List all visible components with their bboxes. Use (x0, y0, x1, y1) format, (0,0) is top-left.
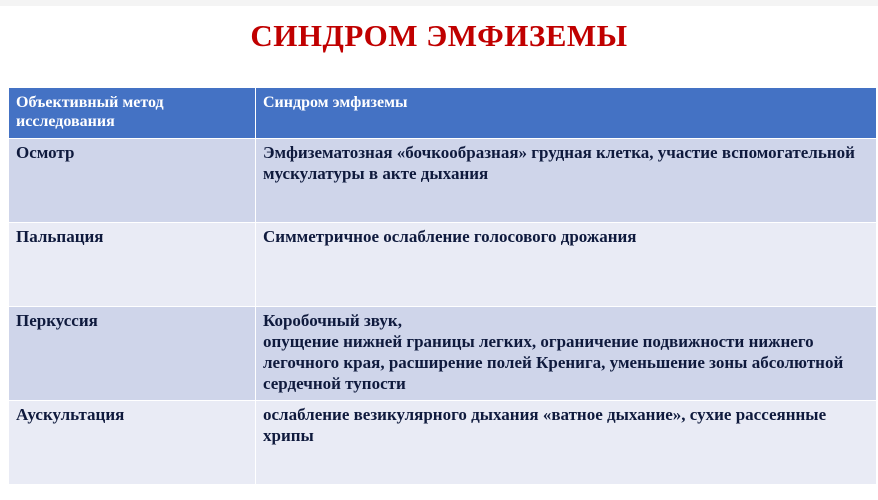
table-row (9, 223, 877, 307)
method-cell: Пальпация (9, 223, 256, 307)
table-row (9, 307, 877, 401)
header-method: Объективный метод исследования (9, 88, 256, 139)
top-strip (0, 0, 878, 6)
method-cell: Аускультация (9, 401, 256, 485)
table-header-row (9, 88, 877, 139)
slide-title: СИНДРОМ ЭМФИЗЕМЫ (250, 18, 628, 53)
syndrome-table (8, 87, 877, 485)
finding-cell: Симметричное ослабление голосового дрожания (256, 223, 877, 307)
table-row (9, 139, 877, 223)
finding-cell: Эмфизематозная «бочкообразная» грудная клетка, участие вспомогательной мускулатуры в акте дыхания (256, 139, 877, 223)
header-syndrome: Синдром эмфиземы (256, 88, 877, 139)
method-cell: Перкуссия (9, 307, 256, 401)
method-cell: Осмотр (9, 139, 256, 223)
finding-cell: ослабление везикулярного дыхания «ватное дыхание», сухие рассеянные хрипы (256, 401, 877, 485)
finding-cell: Коробочный звук, опущение нижней границы легких, ограничение подвижности нижнего легочного края, расширение полей Кренига, уменьшение зоны абсолютной сердечной тупости (256, 307, 877, 401)
table-row (9, 401, 877, 485)
